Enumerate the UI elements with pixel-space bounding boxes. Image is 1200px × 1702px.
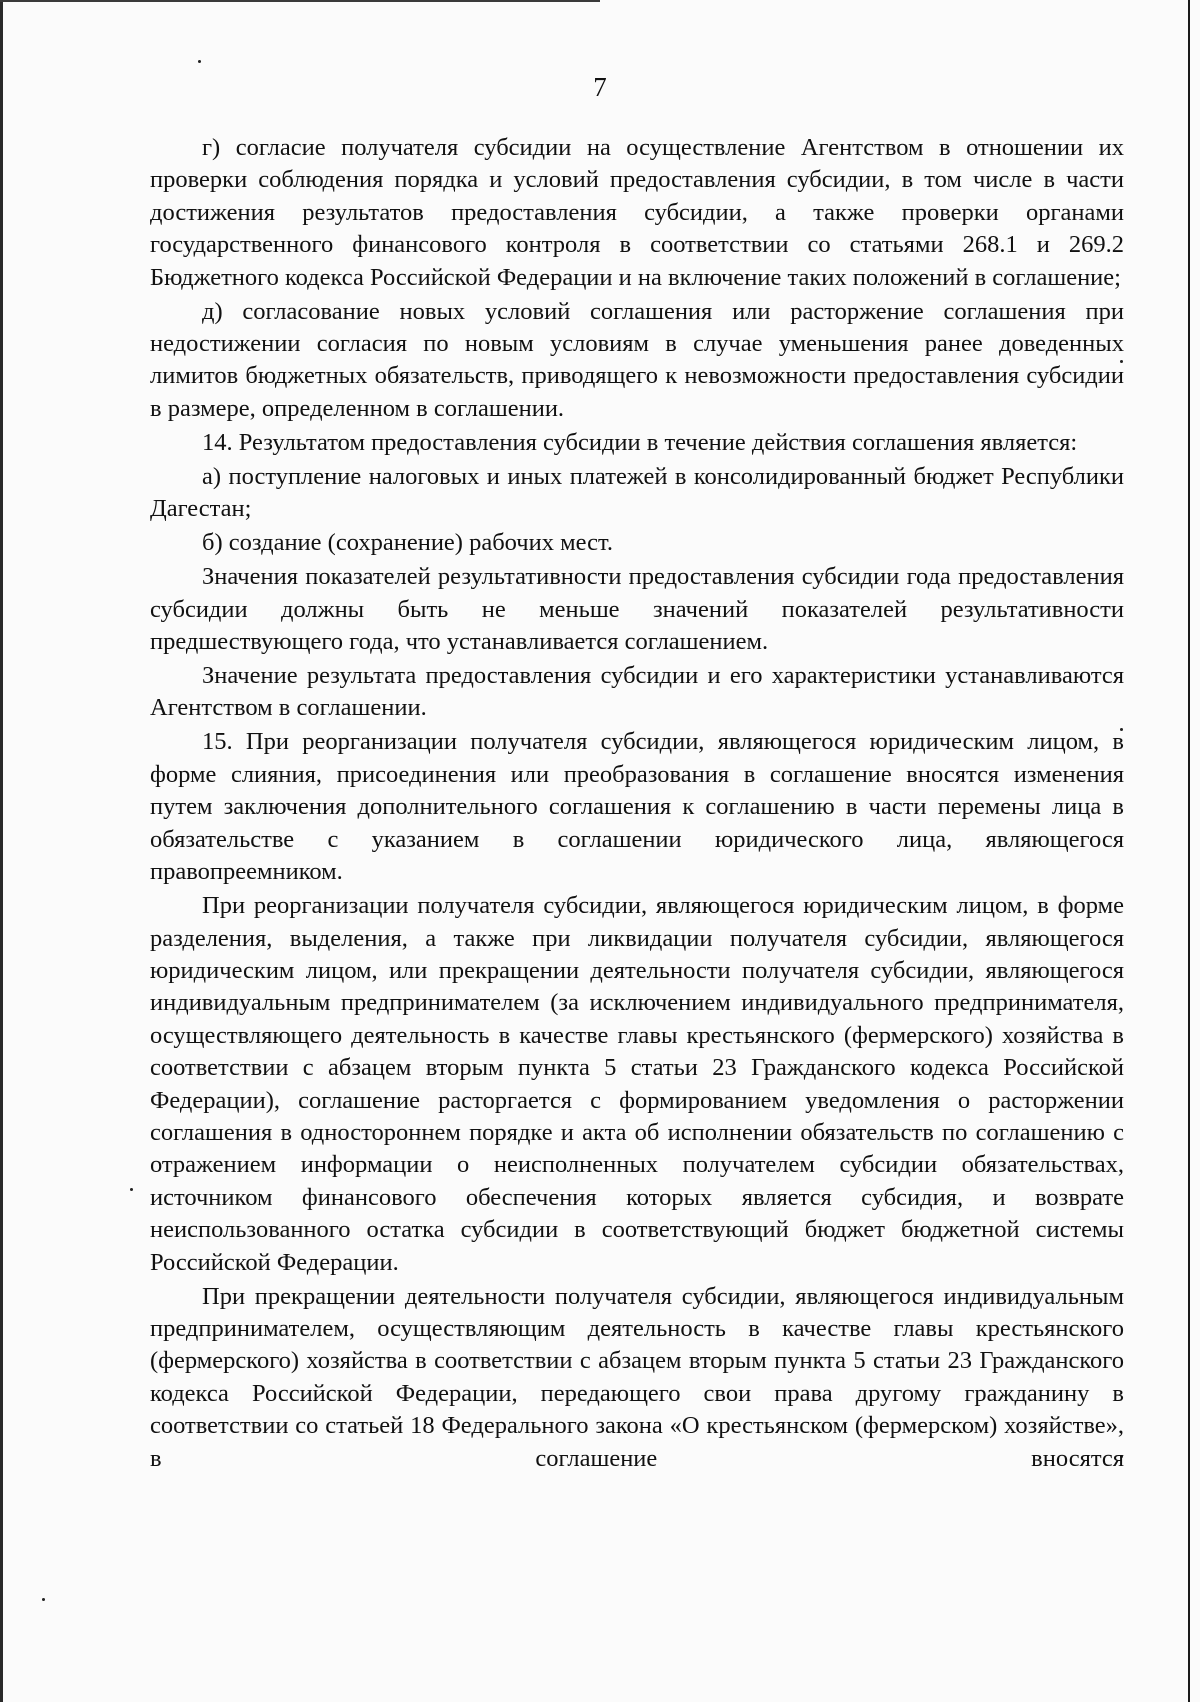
scan-speck (42, 1598, 45, 1601)
page-number: 7 (593, 72, 607, 102)
paragraph-termination: При прекращении деятельности получателя субсидии, являющегося индивидуальным предпринимателем, осуществляющим деятельность в качестве главы крестьянского (фермерского) хозяйства в соответствии с абзацем вторым пункта 5 статьи 23 Гражданского кодекса Российской Федерации, передающего свои права другому гражданину в соответствии со статьей 18 Федерального закона «О крестьянском (фермерском) хозяйстве», в соглашение вносятся (150, 1282, 1124, 1472)
paragraph-15: 15. При реорганизации получателя субсидии, являющегося юридическим лицом, в форме слияния, присоединения или преобразования в соглашение вносятся изменения путем заключения дополнительного соглашения к соглашению в части перемены лица в обязательстве с указанием в соглашении юридического лица, являющегося правопреемником. (150, 728, 1124, 886)
scan-speck (198, 60, 201, 63)
paragraph-indicator-values: Значения показателей результативности предоставления субсидии года предоставления субсидии должны быть не меньше значений показателей результативности предшествующего года, что устанавливается соглашением. (150, 563, 1124, 656)
paragraph-result-value: Значение результата предоставления субсидии и его характеристики устанавливаются Агентством в соглашении. (150, 662, 1124, 722)
paragraph-d: д) согласование новых условий соглашения или расторжение соглашения при недостижении согласия по новым условиям в случае уменьшения ранее доведенных лимитов бюджетных обязательств, приводящего к невозможности предоставления субсидии в размере, определенном в соглашении. (150, 297, 1124, 422)
scan-edge-left (0, 0, 3, 1702)
paragraph-reorganization: При реорганизации получателя субсидии, являющегося юридическим лицом, в форме разделения, выделения, а также при ликвидации получателя субсидии, являющегося юридическим лицом, или прекращении деятельности получателя субсидии, являющегося индивидуальным предпринимателем (за исключением индивидуального предпринимателя, осуществляющего деятельность в качестве главы крестьянского (фермерского) хозяйства в соответствии с абзацем вторым пункта 5 статьи 23 Гражданского кодекса Российской Федерации), соглашение расторгается с формированием уведомления о расторжении соглашения в одностороннем порядке и акта об исполнении обязательств по соглашению с отражением информации о неисполненных получателем субсидии обязательствах, источником финансового обеспечения которых является субсидия, и возврате неиспользованного остатка субсидии в соответствующий бюджет бюджетной системы Российской Федерации. (150, 892, 1124, 1276)
scan-edge-right (1188, 0, 1190, 1702)
paragraph-g: г) согласие получателя субсидии на осуществление Агентством в отношении их проверки соблюдения порядка и условий предоставления субсидии, в том числе в части достижения результатов предоставления субсидии, а также проверки органами государственного финансового контроля в соответствии со статьями 268.1 и 269.2 Бюджетного кодекса Российской Федерации и на включение таких положений в соглашение; (150, 134, 1124, 291)
document-body (150, 132, 1124, 1477)
paragraph-b: б) создание (сохранение) рабочих мест. (202, 529, 613, 557)
paragraph-a: а) поступление налоговых и иных платежей в консолидированный бюджет Республики Дагестан; (150, 462, 1124, 523)
scan-edge-top (0, 0, 600, 2)
scan-speck (130, 1188, 133, 1191)
paragraph-14: 14. Результатом предоставления субсидии в течение действия соглашения является: (202, 428, 1078, 456)
